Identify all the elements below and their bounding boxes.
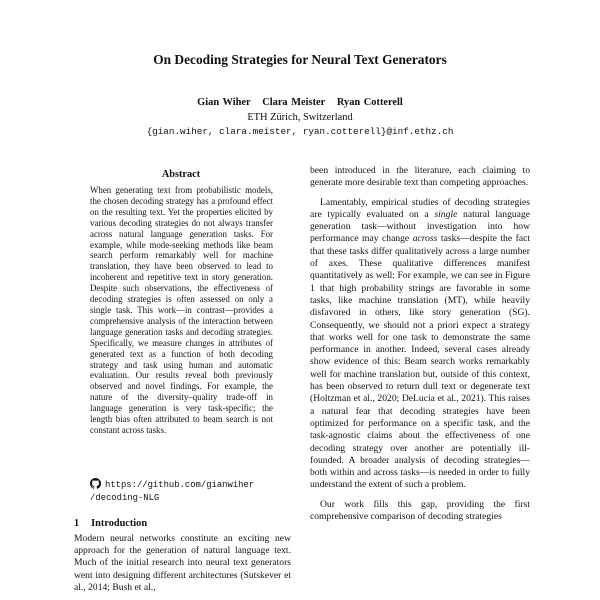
abstract-body (90, 185, 273, 436)
paragraph: been introduced in the literature, each claiming to generate more desirable text than competing approaches. (310, 165, 530, 189)
paragraph-text: tasks—despite the fact that these tasks differ qualitatively across a large number of axes. These qualitative differences manifest quantitatively as well: For example, we can see in Figure 1 that high probability strings are favorable in some tasks, like machine translation (MT), while heavily disfavored in others, like story generation (SG). Consequently, we should not a priori expect a strategy that works well for one task to demonstrate the same performance in another. Indeed, several cases already show evidence of this: Beam search works remarkably well for machine translation but, outside of this context, has been observed to return dull text or degenerate text (Holtzman et al., 2020; DeLucia et al., 2021). This raises a natural fear that decoding strategies have been optimized for performance on a specific task, and the task-agnostic claims about the effectiveness of one decoding strategy over another are potentially ill-founded. A broader analysis of decoding strategies—both within and across tasks—is needed in order to fully understand the extent of such a problem. (310, 233, 530, 491)
code-url-line2[interactable]: /decoding-NLG (90, 493, 160, 503)
code-url-line1[interactable]: https://github.com/gianwiher (105, 480, 255, 490)
author-name: Ryan Cotterell (336, 97, 403, 108)
affiliation: ETH Zürich, Switzerland (247, 112, 353, 123)
section-number: 1 (74, 518, 80, 529)
author-name: Clara Meister (262, 97, 326, 108)
emphasis-across: across (412, 233, 438, 245)
author-emails[interactable]: {gian.wiher, clara.meister, ryan.cotterell}@inf.ethz.ch (146, 126, 454, 137)
right-column-body (310, 165, 530, 523)
paragraph: Our work fills this gap, providing the first comprehensive comparison of decoding strategies (310, 498, 530, 523)
section-heading-introduction (74, 518, 147, 529)
github-icon (90, 478, 101, 493)
paragraph (310, 197, 530, 492)
paragraph-text: Lamentably, empirical studies of decoding strategies are typically evaluated on a (310, 196, 530, 220)
paragraph-text: natural language generation task—without investigation into how performance may change (310, 208, 530, 245)
introduction-text: Modern neural networks constitute an exciting new approach for the generation of natural language text. Much of the initial research into neural text generators went into designing different architectures (Sutskever et al., 2014; Bush et al., (74, 533, 291, 593)
code-link[interactable] (90, 478, 280, 504)
emphasis-single: single (434, 208, 458, 220)
abstract-heading: Abstract (161, 169, 201, 180)
abstract-text: When generating text from probabilistic models, the chosen decoding strategy has a profound effect on the resulting text. Yet the properties elicited by various decoding strategies do not always transfer across natural language generation tasks. For example, while mode-seeking methods like beam search perform remarkably well for machine translation, they have been observed to lead to incoherent and repetitive text in story generation. Despite such observations, the effectiveness of decoding strategies is often assessed on only a single task. This work—in contrast—provides a comprehensive analysis of the interaction between language generation tasks and decoding strategies. Specifically, we measure changes in attributes of generated text as a function of both decoding strategy and task using human and automatic evaluation. Our results reveal both previously observed and novel findings. For example, the nature of the diversity–quality trade-off in language generation is very task-specific; the length bias often attributed to beam search is not constant across tasks. (90, 185, 273, 435)
introduction-body (74, 533, 291, 594)
section-title: Introduction (91, 518, 148, 529)
author-name: Gian Wiher (197, 97, 251, 108)
author-list (0, 97, 600, 108)
paper-title: On Decoding Strategies for Neural Text Generators (153, 52, 447, 67)
